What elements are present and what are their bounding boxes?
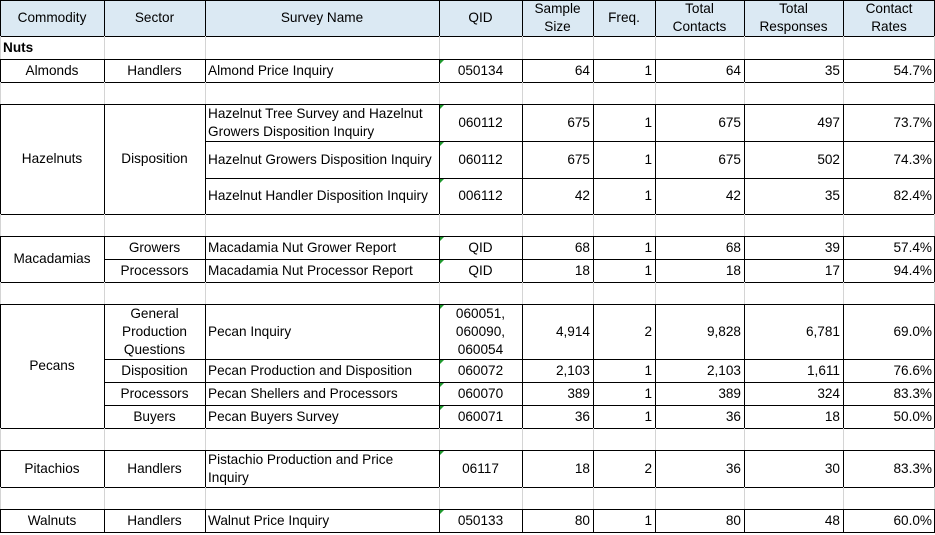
cell-border <box>205 236 206 283</box>
cell-border <box>655 104 656 215</box>
cell-border <box>0 36 935 37</box>
gridline <box>744 487 745 509</box>
gridline <box>0 36 1 59</box>
cell-border <box>104 0 105 37</box>
gridline <box>205 487 206 509</box>
qid-cell[interactable]: 050134 <box>439 59 522 82</box>
qid-cell[interactable]: 060070 <box>439 382 522 405</box>
cell-border <box>439 236 440 283</box>
cell-border <box>522 509 523 533</box>
freq-cell[interactable]: 1 <box>644 408 652 424</box>
sample-cell[interactable]: 675 <box>567 114 590 130</box>
cell-border <box>205 304 206 429</box>
rate-cell[interactable]: 76.6% <box>893 362 932 378</box>
cell-border <box>104 259 935 260</box>
contacts-cell[interactable]: 36 <box>725 408 741 424</box>
qid-cell[interactable]: 006112 <box>439 178 522 214</box>
responses-cell[interactable]: 35 <box>824 188 840 203</box>
freq-cell[interactable]: 1 <box>644 512 652 528</box>
contacts-cell[interactable]: 389 <box>718 385 741 401</box>
gridline <box>522 36 523 59</box>
rate-cell[interactable]: 50.0% <box>893 408 932 424</box>
cell-border <box>593 59 594 83</box>
sample-cell[interactable]: 18 <box>574 460 590 476</box>
gridline <box>655 36 656 59</box>
cell-border <box>104 405 935 406</box>
column-header[interactable]: Survey Name <box>205 0 439 36</box>
sector-cell[interactable]: Processors <box>120 385 189 401</box>
rate-cell[interactable]: 60.0% <box>893 512 932 528</box>
gridline <box>522 428 523 450</box>
cell-border <box>655 509 656 533</box>
cell-border <box>205 141 935 142</box>
sample-cell[interactable]: 389 <box>567 385 590 401</box>
cell-border <box>205 59 206 83</box>
cell-border <box>593 0 594 37</box>
cell-border <box>522 304 523 429</box>
cell-border <box>0 532 935 533</box>
qid-cell[interactable]: QID <box>439 259 522 282</box>
freq-cell[interactable]: 1 <box>644 262 652 278</box>
sample-cell[interactable]: 18 <box>574 262 590 278</box>
cell-border <box>655 0 656 37</box>
rate-cell[interactable]: 83.3% <box>893 385 932 401</box>
cell-border <box>0 282 935 283</box>
contacts-cell[interactable]: 80 <box>725 512 741 528</box>
cell-border <box>593 304 594 429</box>
gridline <box>744 282 745 304</box>
section-label[interactable]: Nuts <box>3 39 34 55</box>
cell-border <box>744 509 745 533</box>
cell-border <box>0 82 935 83</box>
gridline <box>439 282 440 304</box>
cell-border <box>104 236 105 283</box>
gridline <box>593 282 594 304</box>
sample-cell[interactable]: 36 <box>574 408 590 424</box>
responses-cell[interactable]: 48 <box>824 512 840 528</box>
sector-cell[interactable]: Buyers <box>133 408 176 424</box>
cell-border <box>744 450 745 488</box>
sample-cell[interactable]: 4,914 <box>555 323 590 339</box>
commodity-cell[interactable]: Pitachios <box>24 460 80 476</box>
gridline <box>104 82 105 104</box>
gridline <box>843 282 844 304</box>
cell-border <box>104 59 105 83</box>
gridline <box>593 214 594 236</box>
cell-border <box>522 236 523 283</box>
freq-cell[interactable]: 1 <box>644 385 652 401</box>
qid-cell[interactable]: QID <box>439 236 522 259</box>
freq-cell[interactable]: 1 <box>644 188 652 203</box>
gridline <box>655 428 656 450</box>
column-header[interactable]: Sector <box>104 0 205 36</box>
cell-border <box>655 450 656 488</box>
survey-cell[interactable]: Pecan Production and Disposition <box>208 362 413 378</box>
gridline <box>522 214 523 236</box>
sector-cell[interactable]: Handlers <box>127 512 182 528</box>
cell-border <box>205 0 206 37</box>
commodity-cell[interactable]: Almonds <box>25 62 79 78</box>
rate-cell[interactable]: 94.4% <box>893 262 932 278</box>
gridline <box>593 82 594 104</box>
contacts-cell[interactable]: 42 <box>725 188 741 203</box>
cell-border <box>205 450 206 488</box>
cell-border <box>0 304 1 429</box>
freq-cell[interactable]: 2 <box>644 323 652 339</box>
gridline <box>104 428 105 450</box>
sector-cell[interactable]: Disposition <box>121 151 188 166</box>
cell-border <box>593 236 594 283</box>
gridline <box>593 36 594 59</box>
responses-cell[interactable]: 17 <box>824 262 840 278</box>
responses-cell[interactable]: 18 <box>824 408 840 424</box>
sample-cell[interactable]: 64 <box>574 62 590 78</box>
rate-cell[interactable]: 83.3% <box>893 460 932 476</box>
cell-border <box>439 104 440 215</box>
cell-border <box>205 178 935 179</box>
cell-border <box>0 236 1 283</box>
sample-cell[interactable]: 2,103 <box>555 362 590 378</box>
sector-cell[interactable]: Growers <box>128 239 181 255</box>
gridline <box>843 36 844 59</box>
column-header[interactable]: Sample Size <box>522 0 593 36</box>
cell-border <box>655 59 656 83</box>
cell-border <box>655 236 656 283</box>
survey-cell[interactable]: Almond Price Inquiry <box>208 62 334 78</box>
contacts-cell[interactable]: 64 <box>725 62 741 78</box>
responses-cell[interactable]: 497 <box>817 114 840 130</box>
cell-border <box>0 304 935 305</box>
gridline <box>439 36 440 59</box>
commodity-cell[interactable]: Hazelnuts <box>21 151 83 166</box>
cell-border <box>104 509 105 533</box>
gridline <box>655 82 656 104</box>
cell-border <box>655 304 656 429</box>
qid-cell[interactable]: 060051, 060090, 060054 <box>439 304 522 359</box>
survey-cell[interactable]: Pecan Buyers Survey <box>208 408 339 424</box>
gridline <box>0 82 1 104</box>
contacts-cell[interactable]: 36 <box>725 460 741 476</box>
cell-border <box>0 104 935 105</box>
cell-border <box>522 104 523 215</box>
cell-border <box>205 104 206 215</box>
cell-border <box>0 236 935 237</box>
cell-border <box>439 304 440 429</box>
rate-cell[interactable]: 74.3% <box>893 151 932 167</box>
sample-cell[interactable]: 42 <box>574 188 590 203</box>
cell-border <box>0 428 935 429</box>
gridline <box>104 214 105 236</box>
rate-cell[interactable]: 57.4% <box>893 239 932 255</box>
cell-border <box>104 104 105 215</box>
column-header[interactable]: Total Contacts <box>655 0 744 36</box>
survey-cell[interactable]: Macadamia Nut Processor Report <box>208 262 413 278</box>
cell-border <box>593 509 594 533</box>
responses-cell[interactable]: 35 <box>824 62 840 78</box>
column-header[interactable]: Freq. <box>593 0 655 36</box>
gridline <box>104 487 105 509</box>
gridline <box>439 428 440 450</box>
freq-cell[interactable]: 1 <box>644 239 652 255</box>
gridline <box>843 487 844 509</box>
responses-cell[interactable]: 502 <box>817 151 840 167</box>
freq-cell[interactable]: 1 <box>644 362 652 378</box>
cell-border <box>522 450 523 488</box>
gridline <box>593 487 594 509</box>
cell-border <box>843 0 844 37</box>
column-header[interactable]: Commodity <box>0 0 104 36</box>
cell-border <box>744 304 745 429</box>
qid-cell[interactable]: 060072 <box>439 359 522 382</box>
cell-border <box>205 509 206 533</box>
rate-cell[interactable]: 54.7% <box>893 62 932 78</box>
responses-cell[interactable]: 6,781 <box>805 323 840 339</box>
cell-border <box>0 509 1 533</box>
cell-border <box>0 0 1 37</box>
cell-border <box>104 450 105 488</box>
gridline <box>205 282 206 304</box>
cell-border <box>744 0 745 37</box>
cell-border <box>744 104 745 215</box>
gridline <box>205 214 206 236</box>
sector-cell[interactable]: Processors <box>120 262 189 278</box>
contacts-cell[interactable]: 68 <box>725 239 741 255</box>
survey-cell[interactable]: Hazelnut Growers Disposition Inquiry <box>208 151 432 167</box>
cell-border <box>843 59 844 83</box>
sample-cell[interactable]: 68 <box>574 239 590 255</box>
sector-cell[interactable]: Handlers <box>127 460 182 476</box>
gridline <box>522 282 523 304</box>
commodity-cell[interactable]: Pecans <box>29 358 75 373</box>
cell-border <box>744 59 745 83</box>
qid-cell[interactable]: 050133 <box>439 509 522 532</box>
gridline <box>655 214 656 236</box>
cell-border <box>104 304 105 429</box>
gridline <box>205 36 206 59</box>
column-header[interactable]: Contact Rates <box>843 0 935 36</box>
gridline <box>0 214 1 236</box>
responses-cell[interactable]: 30 <box>824 460 840 476</box>
gridline <box>205 82 206 104</box>
gridline <box>0 282 1 304</box>
cell-border <box>0 450 1 488</box>
gridline <box>0 428 1 450</box>
responses-cell[interactable]: 1,611 <box>806 362 840 378</box>
cell-border <box>0 59 1 83</box>
cell-border <box>0 214 935 215</box>
qid-cell[interactable]: 06117 <box>439 450 522 487</box>
contacts-cell[interactable]: 675 <box>718 151 741 167</box>
survey-cell[interactable]: Pistachio Production and Price Inquiry <box>208 451 394 485</box>
cell-border <box>843 509 844 533</box>
cell-border <box>439 450 440 488</box>
freq-cell[interactable]: 1 <box>644 151 652 167</box>
rate-cell[interactable]: 73.7% <box>893 114 932 130</box>
cell-border <box>843 450 844 488</box>
survey-cell[interactable]: Pecan Inquiry <box>208 323 292 339</box>
cell-border <box>0 450 935 451</box>
freq-cell[interactable]: 2 <box>644 460 652 476</box>
gridline <box>593 428 594 450</box>
survey-cell[interactable]: Hazelnut Handler Disposition Inquiry <box>208 188 428 203</box>
gridline <box>104 36 105 59</box>
gridline <box>439 214 440 236</box>
gridline <box>744 428 745 450</box>
survey-cell[interactable]: Macadamia Nut Grower Report <box>208 239 397 255</box>
cell-border <box>0 509 935 510</box>
survey-cell[interactable]: Walnut Price Inquiry <box>208 512 330 528</box>
contacts-cell[interactable]: 675 <box>718 114 741 130</box>
gridline <box>205 428 206 450</box>
commodity-cell[interactable]: Macadamias <box>13 251 91 266</box>
cell-border <box>843 304 844 429</box>
cell-border <box>104 382 935 383</box>
gridline <box>655 487 656 509</box>
gridline <box>843 82 844 104</box>
survey-cell[interactable]: Pecan Shellers and Processors <box>208 385 398 401</box>
qid-cell[interactable]: 060112 <box>439 104 522 141</box>
cell-border <box>439 0 440 37</box>
gridline <box>843 214 844 236</box>
cell-border <box>593 450 594 488</box>
freq-cell[interactable]: 1 <box>644 114 652 130</box>
gridline <box>744 36 745 59</box>
cell-border <box>0 0 935 1</box>
cell-border <box>593 104 594 215</box>
gridline <box>439 82 440 104</box>
sample-cell[interactable]: 80 <box>574 512 590 528</box>
gridline <box>744 214 745 236</box>
cell-border <box>0 59 935 60</box>
gridline <box>439 487 440 509</box>
sample-cell[interactable]: 675 <box>567 151 590 167</box>
gridline <box>0 487 1 509</box>
cell-border <box>522 59 523 83</box>
gridline <box>522 82 523 104</box>
gridline <box>522 487 523 509</box>
gridline <box>104 282 105 304</box>
freq-cell[interactable]: 1 <box>644 62 652 78</box>
column-header[interactable]: QID <box>439 0 522 36</box>
rate-cell[interactable]: 82.4% <box>893 188 932 203</box>
contacts-cell[interactable]: 9,828 <box>706 323 741 339</box>
gridline <box>744 82 745 104</box>
sector-cell[interactable]: General Production Questions <box>122 305 187 357</box>
cell-border <box>843 104 844 215</box>
qid-cell[interactable]: 060071 <box>439 405 522 428</box>
cell-border <box>439 509 440 533</box>
survey-cell[interactable]: Hazelnut Tree Survey and Hazelnut Growers Disposition Inquiry <box>208 105 423 139</box>
cell-border <box>843 236 844 283</box>
cell-border <box>439 59 440 83</box>
contacts-cell[interactable]: 2,103 <box>706 362 741 378</box>
contacts-cell[interactable]: 18 <box>725 262 741 278</box>
cell-border <box>744 236 745 283</box>
column-header[interactable]: Total Responses <box>744 0 843 36</box>
rate-cell[interactable]: 69.0% <box>893 323 932 339</box>
qid-cell[interactable]: 060112 <box>439 141 522 178</box>
cell-border <box>0 487 935 488</box>
sector-cell[interactable]: Handlers <box>127 62 182 78</box>
gridline <box>655 282 656 304</box>
cell-border <box>0 104 1 215</box>
sector-cell[interactable]: Disposition <box>121 362 188 378</box>
responses-cell[interactable]: 324 <box>817 385 840 401</box>
commodity-cell[interactable]: Walnuts <box>27 512 77 528</box>
cell-border <box>104 359 935 360</box>
gridline <box>843 428 844 450</box>
responses-cell[interactable]: 39 <box>824 239 840 255</box>
cell-border <box>522 0 523 37</box>
